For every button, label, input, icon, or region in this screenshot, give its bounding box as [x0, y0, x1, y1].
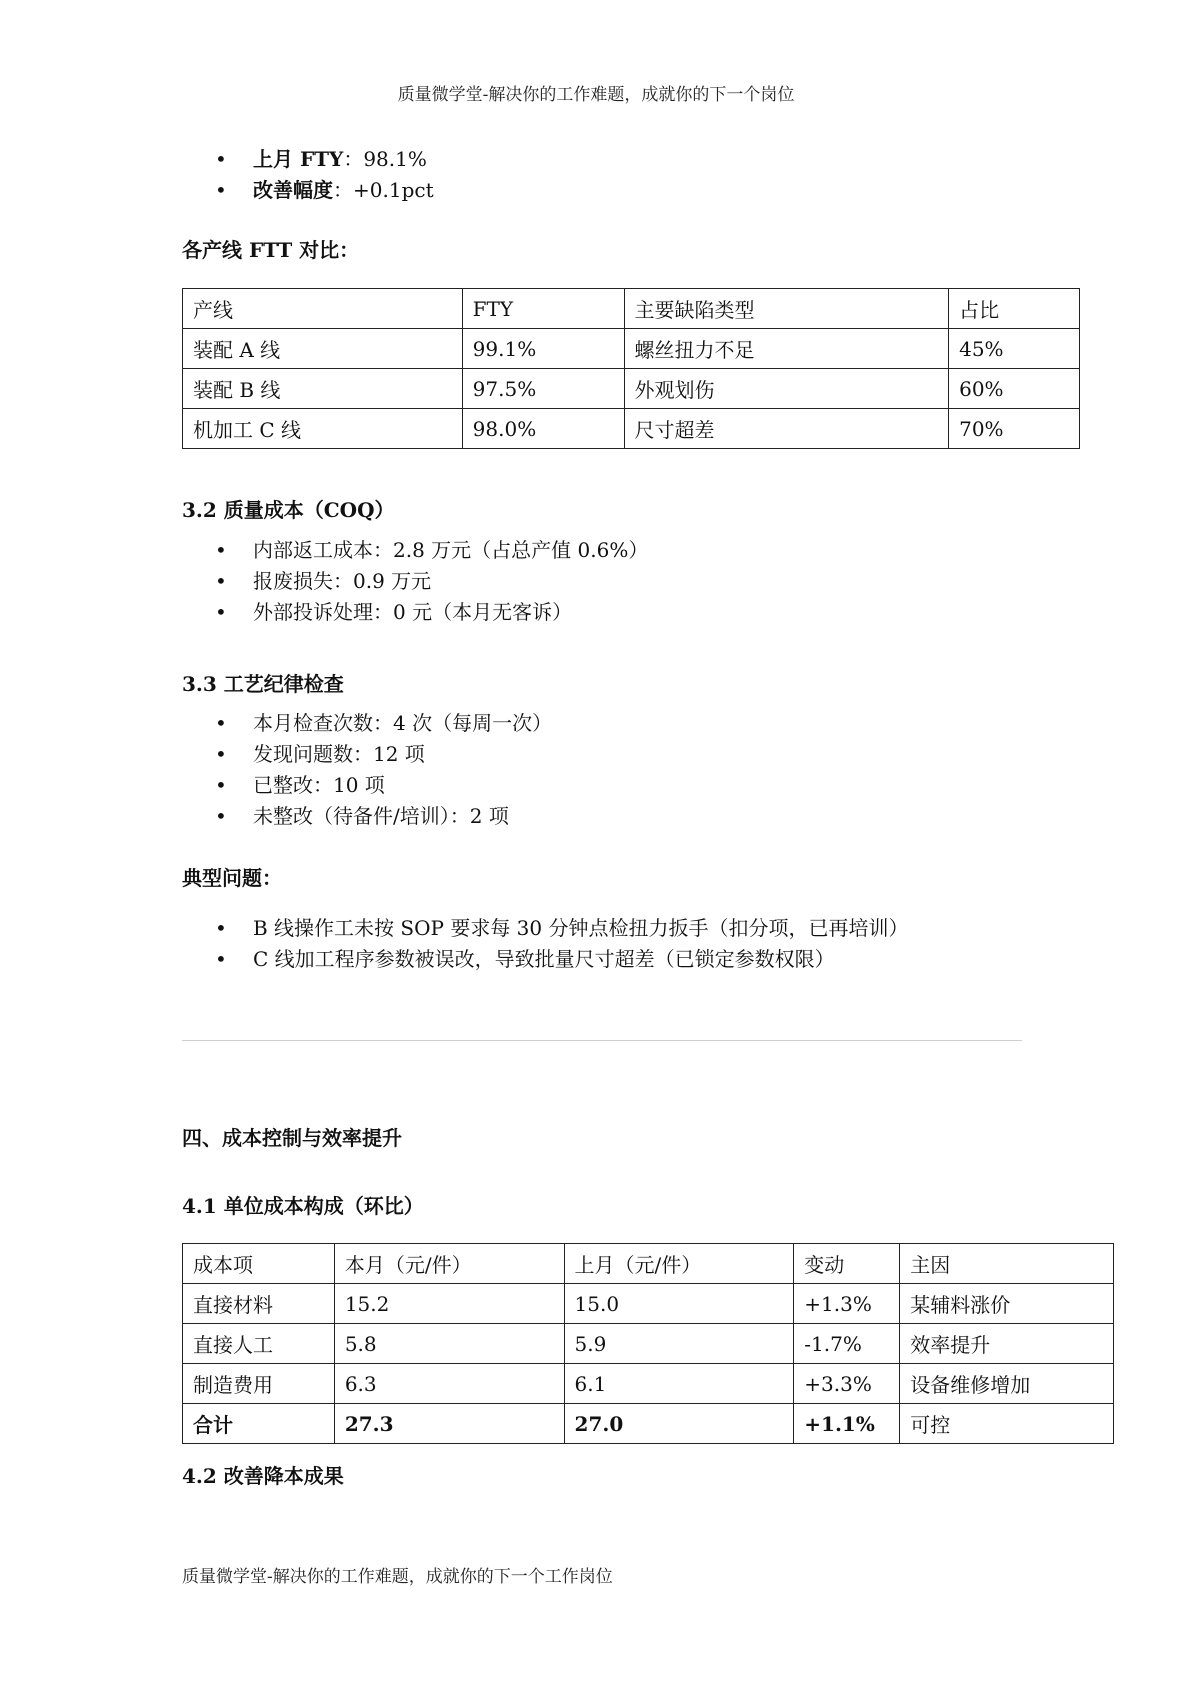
table-cell: 某辅料涨价 — [900, 1284, 1114, 1324]
table-cell: 45% — [949, 329, 1080, 369]
table-header-row — [183, 1244, 1114, 1284]
table-cell: 外观划伤 — [624, 369, 949, 409]
table-header-cell: 产线 — [183, 289, 463, 329]
table-header-row — [183, 289, 1080, 329]
table-row — [183, 329, 1080, 369]
table-cell: 27.0 — [564, 1404, 794, 1444]
table-cell: 机加工 C 线 — [183, 409, 463, 449]
horizontal-rule — [182, 1040, 1022, 1041]
table-cell: 15.0 — [564, 1284, 794, 1324]
table-cell: +1.3% — [794, 1284, 900, 1324]
table-header-cell: 成本项 — [183, 1244, 335, 1284]
top-bullet-list — [215, 144, 434, 206]
table-header-cell: 主要缺陷类型 — [624, 289, 949, 329]
table-header-cell: 主因 — [900, 1244, 1114, 1284]
typical-heading: 典型问题： — [182, 866, 282, 890]
table-cell: 装配 B 线 — [183, 369, 463, 409]
list-item: • C 线加工程序参数被误改，导致批量尺寸超差（已锁定参数权限） — [215, 944, 909, 975]
table-cell: 27.3 — [334, 1404, 564, 1444]
table-row — [183, 369, 1080, 409]
list-item: • 报废损失：0.9 万元 — [215, 566, 648, 597]
list-item: • 内部返工成本：2.8 万元（占总产值 0.6%） — [215, 535, 648, 566]
table-cell: 尺寸超差 — [624, 409, 949, 449]
table-header-cell: 占比 — [949, 289, 1080, 329]
table-cell: -1.7% — [794, 1324, 900, 1364]
table-cell: 可控 — [900, 1404, 1114, 1444]
list-item: • 外部投诉处理：0 元（本月无客诉） — [215, 597, 648, 628]
discipline-heading: 3.3 工艺纪律检查 — [182, 672, 344, 696]
improve-heading: 4.2 改善降本成果 — [182, 1464, 344, 1488]
page-header: 质量微学堂-解决你的工作难题，成就你的下一个岗位 — [397, 85, 795, 105]
section4-heading: 四、成本控制与效率提升 — [182, 1126, 402, 1150]
list-item: • B 线操作工未按 SOP 要求每 30 分钟点检扭力扳手（扣分项，已再培训） — [215, 913, 909, 944]
table-cell: 98.0% — [462, 409, 624, 449]
table-cell: 99.1% — [462, 329, 624, 369]
table-cell: 6.1 — [564, 1364, 794, 1404]
table-cell: 效率提升 — [900, 1324, 1114, 1364]
cost-heading: 4.1 单位成本构成（环比） — [182, 1194, 424, 1218]
table-cell: 设备维修增加 — [900, 1364, 1114, 1404]
table-cell: 5.9 — [564, 1324, 794, 1364]
bullet-label: 上月 FTY — [253, 147, 344, 171]
discipline-list — [215, 708, 552, 832]
table-cell: 60% — [949, 369, 1080, 409]
table-cell: 97.5% — [462, 369, 624, 409]
bullet-value: ：+0.1pct — [333, 178, 434, 202]
typical-list — [215, 913, 909, 975]
bullet-label: 改善幅度 — [253, 178, 333, 202]
table-total-row — [183, 1404, 1114, 1444]
table-cell: 直接人工 — [183, 1324, 335, 1364]
table-cell: +1.1% — [794, 1404, 900, 1444]
list-item: • 已整改：10 项 — [215, 770, 552, 801]
table-header-cell: 本月（元/件） — [334, 1244, 564, 1284]
ftt-table — [182, 288, 1080, 449]
list-item — [215, 144, 434, 175]
cost-table — [182, 1243, 1114, 1444]
table-row — [183, 1364, 1114, 1404]
table-cell: 螺丝扭力不足 — [624, 329, 949, 369]
table-row — [183, 1324, 1114, 1364]
page-footer: 质量微学堂-解决你的工作难题，成就你的下一个工作岗位 — [182, 1567, 613, 1587]
list-item: • 发现问题数：12 项 — [215, 739, 552, 770]
table-header-cell: 变动 — [794, 1244, 900, 1284]
table-header-cell: FTY — [462, 289, 624, 329]
list-item — [215, 175, 434, 206]
table-cell: 制造费用 — [183, 1364, 335, 1404]
coq-heading: 3.2 质量成本（COQ） — [182, 498, 395, 522]
table-cell: 直接材料 — [183, 1284, 335, 1324]
table-cell: 合计 — [183, 1404, 335, 1444]
table-cell: 15.2 — [334, 1284, 564, 1324]
table-cell: 70% — [949, 409, 1080, 449]
table-row — [183, 1284, 1114, 1324]
ftt-heading: 各产线 FTT 对比： — [182, 238, 360, 262]
table-row — [183, 409, 1080, 449]
list-item: • 本月检查次数：4 次（每周一次） — [215, 708, 552, 739]
table-cell: 5.8 — [334, 1324, 564, 1364]
list-item: • 未整改（待备件/培训）：2 项 — [215, 801, 552, 832]
coq-list — [215, 535, 648, 628]
table-cell: +3.3% — [794, 1364, 900, 1404]
table-cell: 装配 A 线 — [183, 329, 463, 369]
bullet-value: ：98.1% — [343, 147, 427, 171]
table-cell: 6.3 — [334, 1364, 564, 1404]
table-header-cell: 上月（元/件） — [564, 1244, 794, 1284]
